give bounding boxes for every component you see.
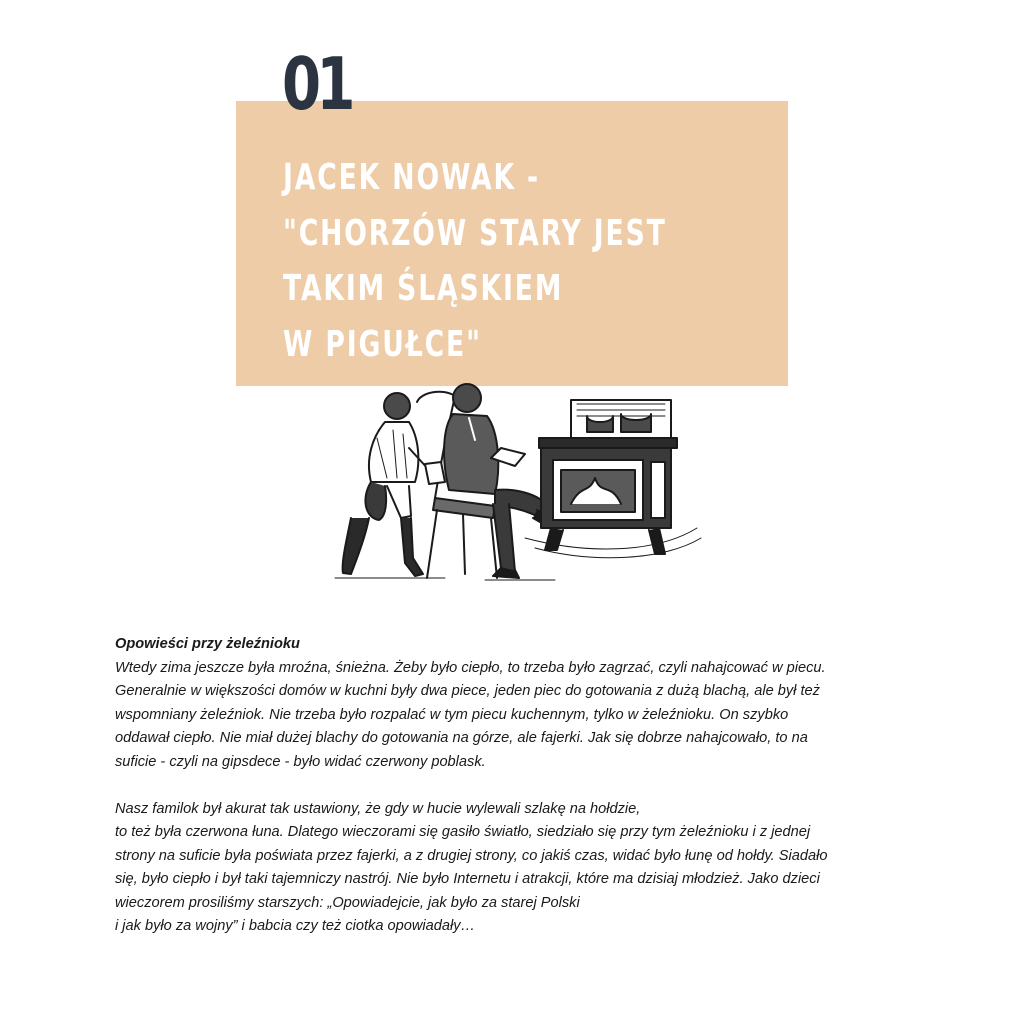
paragraph-line: i jak było za wojny” i babcia czy też ciotka opowiadały… [115, 918, 476, 934]
paragraph-line: Wtedy zima jeszcze była mroźna, śnieżna. Żeby było ciepło, to trzeba było zagrzać, czyli nahajcować w piecu. [115, 659, 826, 676]
paragraph-line: wieczorem prosiliśmy starszych: „Opowiadejcie, jak było za starej Polski [115, 894, 580, 911]
article-text [115, 633, 915, 939]
paragraph-line: Generalnie w większości domów w kuchni były dwa piece, jeden piec do gotowania z dużą blachą, ale był też [115, 683, 820, 699]
section-heading: Opowieści przy żeleźnioku [115, 636, 300, 652]
paragraph-line: suficie - czyli na gipsdece - było widać czerwony poblask. [115, 753, 486, 770]
chapter-number: 01 [282, 42, 351, 126]
paragraph-line: Nasz familok był akurat tak ustawiony, że gdy w hucie wylewali szlakę na hołdzie, [115, 800, 641, 817]
iron-stove-figure [525, 400, 701, 558]
paragraph-line: to też była czerwona łuna. Dlatego wieczorami się gasiło światło, siedziało się przy tym żeleźnioku i z jednej [115, 824, 811, 840]
chapter-title-line: "CHORZÓW STARY JEST [283, 212, 667, 254]
paragraph-line: się, było ciepło i był taki tajemniczy nastrój. Nie było Internetu i atrakcji, które ma dzisiaj młodzież. Jako dzieci [115, 871, 820, 887]
chapter-title-line: W PIGUŁCE" [283, 323, 482, 365]
chapter-title [283, 150, 667, 372]
standing-child-figure [343, 393, 445, 576]
engraving-illustration [325, 378, 705, 588]
chapter-title-line: JACEK NOWAK - [283, 157, 540, 198]
paragraph-line: wspomniany żeleźniok. Nie trzeba było rozpalać w tym piecu kuchennym, tylko w żeleźnioku. On szybko [115, 706, 789, 723]
paragraph-spacer [115, 774, 915, 798]
paragraph-line: oddawał ciepło. Nie miał dużej blachy do gotowania na górze, ale fajerki. Jak się dobrze nahajcowało, to na [115, 730, 808, 746]
chapter-title-line: TAKIM ŚLĄSKIEM [283, 268, 564, 309]
paragraph-line: strony na suficie była poświata przez fajerki, a z drugiej strony, co jakiś czas, widać było łunę od hołdy. Siadało [115, 847, 828, 864]
